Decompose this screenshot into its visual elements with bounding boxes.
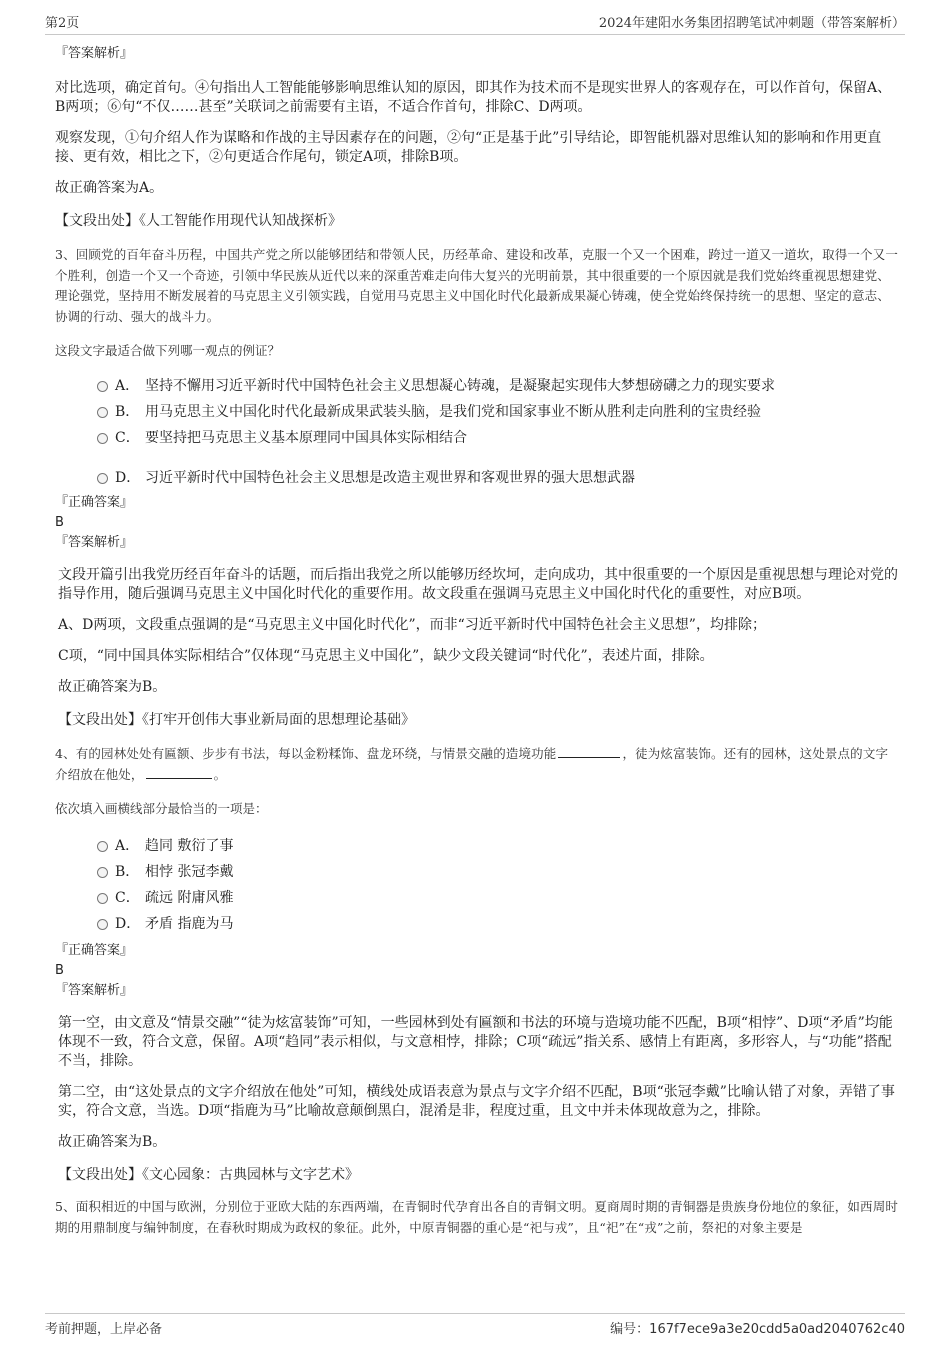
- option-c[interactable]: [55, 885, 900, 911]
- analysis-paragraph: C项，“同中国具体实际相结合”仅体现“马克思主义中国化”，缺少文段关键词“时代化”，表述片面，排除。: [58, 648, 714, 664]
- option-text: 要坚持把马克思主义基本原理同中国具体实际相结合: [145, 430, 467, 446]
- option-letter: A．: [115, 378, 140, 394]
- option-a[interactable]: [55, 373, 900, 399]
- document-code: [610, 1318, 905, 1337]
- option-letter: D．: [115, 470, 141, 486]
- radio-button[interactable]: [97, 473, 108, 484]
- option-b[interactable]: [55, 399, 900, 425]
- option-a[interactable]: [55, 833, 900, 859]
- passage-source: 【文段出处】《文心园象：古典园林与文字艺术》: [58, 1167, 359, 1183]
- question-stem: 5、面积相近的中国与欧洲，分别位于亚欧大陆的东西两端，在青铜时代孕育出各自的青铜文明。夏商周时期的青铜器是贵族身份地位的象征，如西周时期的用鼎制度与编钟制度，在春秋时期成为政权的象征。此外，中原青铜器的重心是“祀与戎”，且“祀”在“戎”之前，祭祀的对象主要是: [55, 1199, 899, 1235]
- stem-part: 。: [213, 766, 227, 782]
- answer-conclusion: 故正确答案为B。: [58, 679, 167, 695]
- correct-answer-label: 『正确答案』: [55, 943, 134, 958]
- answer-analysis-label: 『答案解析』: [55, 46, 134, 61]
- document-code-label: 编号：: [610, 1322, 650, 1337]
- question-prompt: 这段文字最适合做下列哪一观点的例证？: [55, 343, 281, 358]
- option-letter: C．: [115, 890, 140, 906]
- option-text: 相悖 张冠李戴: [145, 864, 234, 880]
- radio-button[interactable]: [97, 433, 108, 444]
- radio-button[interactable]: [97, 867, 108, 878]
- correct-answer: B: [55, 963, 64, 978]
- correct-answer-label: 『正确答案』: [55, 495, 134, 510]
- option-text: 习近平新时代中国特色社会主义思想是改造主观世界和客观世界的强大思想武器: [145, 470, 635, 486]
- document-code-value: 167f7ece9a3e20cdd5a0ad2040762c40: [649, 1322, 905, 1337]
- analysis-paragraph: 文段开篇引出我党历经百年奋斗的话题，而后指出我党之所以能够历经坎坷，走向成功，其中很重要的一个原因是重视思想与理论对党的指导作用，随后强调马克思主义中国化时代化的重要作用。故文段重在强调马克思主义中国化时代化的重要性，对应B项。: [58, 567, 898, 602]
- option-d[interactable]: [55, 911, 900, 937]
- option-letter: B．: [115, 404, 140, 420]
- option-text: 坚持不懈用习近平新时代中国特色社会主义思想凝心铸魂，是凝聚起实现伟大梦想磅礴之力的现实要求: [145, 378, 775, 394]
- radio-button[interactable]: [97, 893, 108, 904]
- option-b[interactable]: [55, 859, 900, 885]
- question-prompt: 依次填入画横线部分最恰当的一项是：: [55, 801, 268, 816]
- radio-button[interactable]: [97, 841, 108, 852]
- analysis-paragraph: 对比选项，确定首句。④句指出人工智能能够影响思维认知的原因，即其作为技术而不是现实世界人的客观存在，可以作首句，保留A、B两项；⑥句“不仅……甚至”关联词之前需要有主语，不适合作首句，排除C、D两项。: [55, 80, 892, 115]
- analysis-paragraph: 观察发现，①句介绍人作为谋略和作战的主导因素存在的问题，②句“正是基于此”引导结论，即智能机器对思维认知的影响和作用更直接、更有效，相比之下，②句更适合作尾句，锁定A项，排除B项。: [55, 130, 882, 165]
- stem-part: 4、有的园林处处有匾额、步步有书法，每以金粉糅饰、盘龙环绕，与情景交融的造境功能: [55, 746, 557, 761]
- radio-button[interactable]: [97, 919, 108, 930]
- fill-blank-2: [146, 766, 212, 779]
- passage-source: 【文段出处】《人工智能作用现代认知战探析》: [55, 213, 342, 229]
- passage-source: 【文段出处】《打牢开创伟大事业新局面的思想理论基础》: [58, 712, 415, 728]
- options-list: [55, 373, 900, 491]
- option-c[interactable]: [55, 425, 900, 451]
- option-letter: A．: [115, 838, 140, 854]
- option-letter: B．: [115, 864, 140, 880]
- option-letter: C．: [115, 430, 140, 446]
- fill-blank-1: [558, 745, 620, 758]
- document-body: [55, 44, 900, 1238]
- question-stem: [55, 744, 900, 785]
- option-text: 疏远 附庸风雅: [145, 890, 234, 906]
- footer-slogan: 考前押题，上岸必备: [45, 1322, 163, 1337]
- question-stem: 3、回顾党的百年奋斗历程，中国共产党之所以能够团结和带领人民，历经革命、建设和改革，克服一个又一个困难，跨过一道又一道坎，取得一个又一个胜利，创造一个又一个奇迹，引领中华民族从近代以来的深重苦难走向伟大复兴的光明前景，其中很重要的一个原因就是我们党始终重视思想建党、理论强党，坚持用不断发展着的马克思主义引领实践，自觉用马克思主义中国化时代化最新成果凝心铸魂，使全党始终保持统一的思想、坚定的意志、协调的行动、强大的战斗力。: [55, 247, 899, 324]
- answer-conclusion: 故正确答案为A。: [55, 180, 164, 196]
- option-text: 用马克思主义中国化时代化最新成果武装头脑，是我们党和国家事业不断从胜利走向胜利的宝贵经验: [145, 404, 761, 420]
- answer-conclusion: 故正确答案为B。: [58, 1134, 167, 1150]
- analysis-paragraph: 第一空，由文意及“情景交融”“徒为炫富装饰”可知，一些园林到处有匾额和书法的环境与造境功能不匹配，B项“相悖”、D项“矛盾”均能体现不一致，符合文意，保留。A项“趋同”表示相似，与文意相悖，排除；C项“疏远”指关系、感情上有距离，多形容人，与“功能”搭配不当，排除。: [58, 1015, 893, 1069]
- options-list: [55, 833, 900, 937]
- option-d[interactable]: [55, 465, 900, 491]
- option-letter: D．: [115, 916, 141, 932]
- document-title: 2024年建阳水务集团招聘笔试冲刺题（带答案解析）: [598, 16, 905, 31]
- analysis-paragraph: 第二空，由“这处景点的文字介绍放在他处”可知，横线处成语表意为景点与文字介绍不匹配，B项“张冠李戴”比喻认错了对象，弄错了事实，符合文意，当选。D项“指鹿为马”比喻故意颠倒黑白，混淆是非，程度过重，且文中并未体现故意为之，排除。: [58, 1084, 895, 1119]
- stem-part: ，徒为炫富装饰。还有的园林，这处景点的文字介绍放在他处，: [55, 746, 889, 782]
- option-text: 趋同 敷衍了事: [145, 838, 234, 854]
- page-footer: [45, 1313, 905, 1339]
- answer-analysis-label: 『答案解析』: [55, 535, 134, 550]
- correct-answer: B: [55, 515, 64, 530]
- radio-button[interactable]: [97, 407, 108, 418]
- analysis-paragraph: A、D两项，文段重点强调的是“马克思主义中国化时代化”，而非“习近平新时代中国特色社会主义思想”，均排除；: [58, 617, 766, 633]
- answer-analysis-label: 『答案解析』: [55, 983, 134, 998]
- radio-button[interactable]: [97, 381, 108, 392]
- page-number: 第2页: [45, 16, 80, 31]
- option-text: 矛盾 指鹿为马: [145, 916, 234, 932]
- page-header: [45, 12, 905, 35]
